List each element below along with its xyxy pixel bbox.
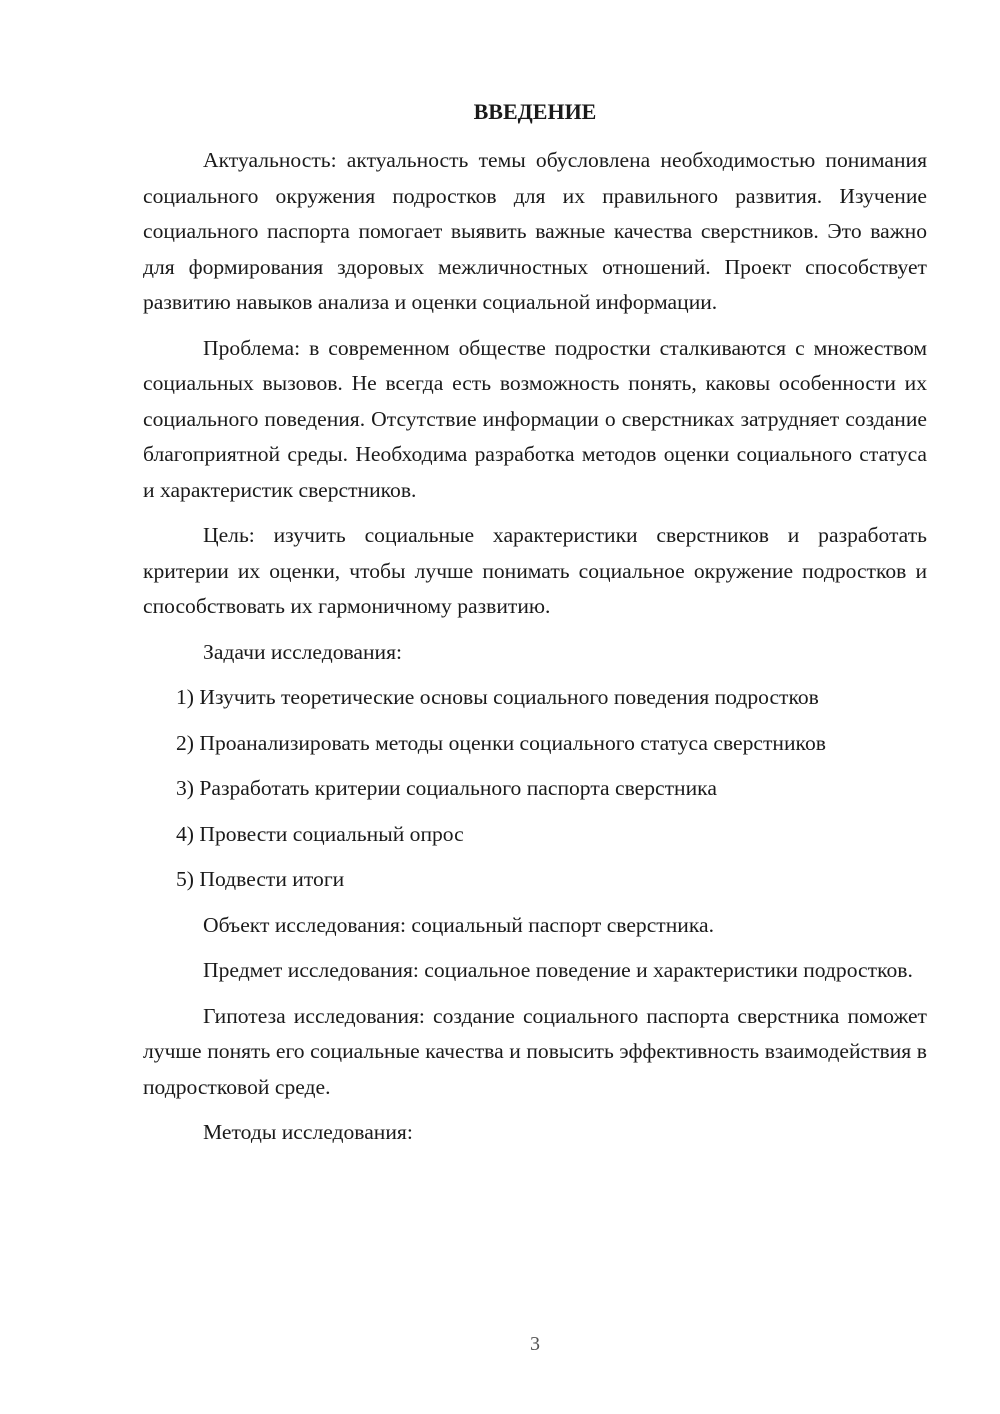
paragraph-hypothesis: Гипотеза исследования: создание социального паспорта сверстника поможет лучше понять его социальные качества и повысить эффективность взаимодействия в подростковой среде. bbox=[143, 1003, 927, 1099]
task-item-4: 4) Провести социальный опрос bbox=[176, 821, 464, 846]
page-title: ВВЕДЕНИЕ bbox=[473, 99, 597, 124]
task-item-5: 5) Подвести итоги bbox=[176, 867, 345, 891]
paragraph-goal: Цель: изучить социальные характеристики сверстников и разработать критерии их оценки, чтобы лучше понимать социальное окружение подростков и способствовать их гармоничному развитию. bbox=[143, 523, 927, 618]
paragraph-problem: Проблема: в современном обществе подростки сталкиваются с множеством социальных вызовов. Не всегда есть возможность понять, каковы особенности их социального поведения. Отсутствие информации о сверстниках затрудняет создание благоприятной среды. Необходима разработка методов оценки социального статуса и характеристик сверстников. bbox=[143, 335, 927, 502]
paragraph-relevance: Актуальность: актуальность темы обусловлена необходимостью понимания социального окружения подростков для их правильного развития. Изучение социального паспорта помогает выявить важные качества сверстников. Это важно для формирования здоровых межличностных отношений. Проект способствует развитию навыков анализа и оценки социальной информации. bbox=[143, 148, 927, 314]
task-item-2: 2) Проанализировать методы оценки социального статуса сверстников bbox=[176, 730, 826, 755]
paragraph-object: Объект исследования: социальный паспорт сверстника. bbox=[203, 912, 715, 937]
methods-heading: Методы исследования: bbox=[203, 1120, 413, 1144]
task-item-1: 1) Изучить теоретические основы социального поведения подростков bbox=[176, 685, 819, 709]
page-content bbox=[143, 92, 927, 1151]
task-item-3: 3) Разработать критерии социального паспорта сверстника bbox=[176, 776, 717, 800]
tasks-heading: Задачи исследования: bbox=[203, 639, 403, 664]
page-number: 3 bbox=[530, 1333, 540, 1355]
paragraph-subject: Предмет исследования: социальное поведение и характеристики подростков. bbox=[203, 958, 913, 982]
